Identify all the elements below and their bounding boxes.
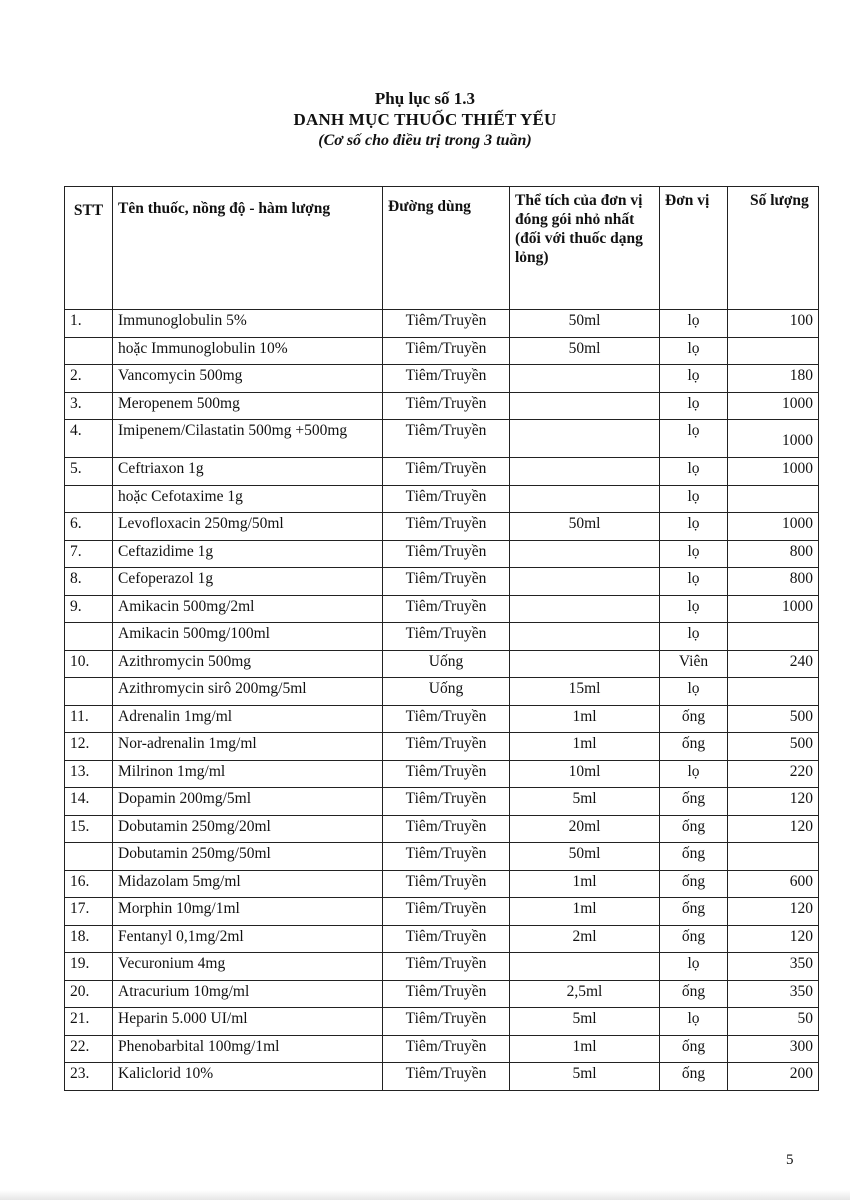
cell-stt: 12. xyxy=(65,733,113,761)
cell-name: Imipenem/Cilastatin 500mg +500mg xyxy=(113,420,383,458)
document-title: DANH MỤC THUỐC THIẾT YẾU xyxy=(293,110,557,129)
cell-quantity: 120 xyxy=(728,925,819,953)
cell-volume: 1ml xyxy=(510,1035,660,1063)
cell-quantity xyxy=(728,678,819,706)
cell-stt: 8. xyxy=(65,568,113,596)
cell-unit: ống xyxy=(660,898,728,926)
cell-route: Tiêm/Truyền xyxy=(383,843,510,871)
table-row xyxy=(65,365,819,393)
cell-unit: lọ xyxy=(660,310,728,338)
cell-name: Amikacin 500mg/100ml xyxy=(113,623,383,651)
cell-name: Heparin 5.000 UI/ml xyxy=(113,1008,383,1036)
table-row xyxy=(65,898,819,926)
table-row xyxy=(65,392,819,420)
cell-quantity: 50 xyxy=(728,1008,819,1036)
cell-quantity: 100 xyxy=(728,310,819,338)
cell-route: Tiêm/Truyền xyxy=(383,815,510,843)
cell-volume xyxy=(510,485,660,513)
cell-volume xyxy=(510,953,660,981)
table-row xyxy=(65,310,819,338)
cell-volume: 5ml xyxy=(510,788,660,816)
cell-quantity: 300 xyxy=(728,1035,819,1063)
cell-quantity: 1000 xyxy=(728,420,819,458)
cell-quantity: 1000 xyxy=(728,458,819,486)
cell-route: Tiêm/Truyền xyxy=(383,310,510,338)
cell-unit: ống xyxy=(660,733,728,761)
cell-route: Uống xyxy=(383,678,510,706)
column-header-unit: Đơn vị xyxy=(660,187,728,310)
cell-name: Midazolam 5mg/ml xyxy=(113,870,383,898)
cell-stt xyxy=(65,843,113,871)
medicine-table xyxy=(64,186,819,1091)
cell-name: Atracurium 10mg/ml xyxy=(113,980,383,1008)
cell-route: Tiêm/Truyền xyxy=(383,953,510,981)
cell-quantity: 120 xyxy=(728,898,819,926)
table-row xyxy=(65,678,819,706)
cell-route: Tiêm/Truyền xyxy=(383,365,510,393)
cell-volume xyxy=(510,650,660,678)
cell-route: Tiêm/Truyền xyxy=(383,1008,510,1036)
cell-quantity: 500 xyxy=(728,705,819,733)
cell-unit: lọ xyxy=(660,337,728,365)
cell-volume: 1ml xyxy=(510,733,660,761)
cell-route: Tiêm/Truyền xyxy=(383,705,510,733)
cell-route: Tiêm/Truyền xyxy=(383,980,510,1008)
table-row xyxy=(65,788,819,816)
cell-quantity: 600 xyxy=(728,870,819,898)
cell-quantity xyxy=(728,485,819,513)
cell-name: Meropenem 500mg xyxy=(113,392,383,420)
cell-volume: 20ml xyxy=(510,815,660,843)
cell-stt xyxy=(65,337,113,365)
table-row xyxy=(65,568,819,596)
cell-route: Tiêm/Truyền xyxy=(383,595,510,623)
cell-stt: 9. xyxy=(65,595,113,623)
table-row xyxy=(65,1035,819,1063)
cell-volume xyxy=(510,365,660,393)
cell-unit: lọ xyxy=(660,568,728,596)
cell-stt: 14. xyxy=(65,788,113,816)
cell-unit: lọ xyxy=(660,485,728,513)
cell-volume: 10ml xyxy=(510,760,660,788)
cell-stt: 16. xyxy=(65,870,113,898)
cell-quantity: 240 xyxy=(728,650,819,678)
cell-stt: 19. xyxy=(65,953,113,981)
cell-name: Phenobarbital 100mg/1ml xyxy=(113,1035,383,1063)
cell-name: Cefoperazol 1g xyxy=(113,568,383,596)
cell-route: Tiêm/Truyền xyxy=(383,485,510,513)
cell-route: Tiêm/Truyền xyxy=(383,420,510,458)
table-row xyxy=(65,705,819,733)
cell-unit: lọ xyxy=(660,1008,728,1036)
cell-unit: lọ xyxy=(660,513,728,541)
table-row xyxy=(65,458,819,486)
cell-volume xyxy=(510,540,660,568)
cell-quantity: 120 xyxy=(728,815,819,843)
table-body xyxy=(65,310,819,1091)
cell-quantity: 800 xyxy=(728,540,819,568)
cell-name: Vecuronium 4mg xyxy=(113,953,383,981)
column-header-route: Đường dùng xyxy=(383,187,510,310)
cell-unit: lọ xyxy=(660,365,728,393)
cell-volume: 15ml xyxy=(510,678,660,706)
cell-unit: ống xyxy=(660,705,728,733)
cell-volume: 1ml xyxy=(510,705,660,733)
cell-route: Tiêm/Truyền xyxy=(383,925,510,953)
cell-route: Tiêm/Truyền xyxy=(383,760,510,788)
cell-unit: lọ xyxy=(660,953,728,981)
cell-quantity: 220 xyxy=(728,760,819,788)
cell-name: hoặc Immunoglobulin 10% xyxy=(113,337,383,365)
cell-quantity xyxy=(728,337,819,365)
cell-volume: 5ml xyxy=(510,1063,660,1091)
cell-quantity: 350 xyxy=(728,953,819,981)
cell-unit: ống xyxy=(660,870,728,898)
cell-volume: 50ml xyxy=(510,310,660,338)
cell-quantity: 180 xyxy=(728,365,819,393)
cell-name: Kaliclorid 10% xyxy=(113,1063,383,1091)
cell-stt: 11. xyxy=(65,705,113,733)
cell-unit: lọ xyxy=(660,623,728,651)
table-row xyxy=(65,1008,819,1036)
cell-unit: lọ xyxy=(660,392,728,420)
cell-unit: lọ xyxy=(660,595,728,623)
cell-name: Amikacin 500mg/2ml xyxy=(113,595,383,623)
table-row xyxy=(65,513,819,541)
cell-route: Tiêm/Truyền xyxy=(383,788,510,816)
cell-quantity: 500 xyxy=(728,733,819,761)
cell-volume: 50ml xyxy=(510,843,660,871)
cell-route: Tiêm/Truyền xyxy=(383,1063,510,1091)
cell-volume: 1ml xyxy=(510,898,660,926)
cell-route: Tiêm/Truyền xyxy=(383,458,510,486)
cell-stt: 4. xyxy=(65,420,113,458)
column-header-name: Tên thuốc, nồng độ - hàm lượng xyxy=(113,187,383,310)
cell-unit: ống xyxy=(660,925,728,953)
cell-unit: lọ xyxy=(660,760,728,788)
cell-stt: 5. xyxy=(65,458,113,486)
cell-volume: 2ml xyxy=(510,925,660,953)
document-header xyxy=(0,88,850,151)
cell-quantity xyxy=(728,623,819,651)
cell-unit: ống xyxy=(660,1063,728,1091)
cell-quantity: 1000 xyxy=(728,392,819,420)
cell-name: Vancomycin 500mg xyxy=(113,365,383,393)
cell-stt: 1. xyxy=(65,310,113,338)
cell-name: Dobutamin 250mg/50ml xyxy=(113,843,383,871)
cell-unit: lọ xyxy=(660,420,728,458)
column-header-quantity: Số lượng xyxy=(728,187,819,310)
cell-name: Fentanyl 0,1mg/2ml xyxy=(113,925,383,953)
cell-route: Tiêm/Truyền xyxy=(383,513,510,541)
cell-name: Dopamin 200mg/5ml xyxy=(113,788,383,816)
table-row xyxy=(65,623,819,651)
cell-stt: 15. xyxy=(65,815,113,843)
cell-unit: Viên xyxy=(660,650,728,678)
table-row xyxy=(65,540,819,568)
cell-volume: 5ml xyxy=(510,1008,660,1036)
cell-stt: 13. xyxy=(65,760,113,788)
cell-stt xyxy=(65,623,113,651)
cell-unit: lọ xyxy=(660,458,728,486)
cell-route: Uống xyxy=(383,650,510,678)
cell-name: Ceftriaxon 1g xyxy=(113,458,383,486)
table-row xyxy=(65,733,819,761)
cell-stt: 20. xyxy=(65,980,113,1008)
cell-unit: ống xyxy=(660,843,728,871)
cell-quantity: 800 xyxy=(728,568,819,596)
page-edge xyxy=(0,1190,850,1200)
cell-name: Milrinon 1mg/ml xyxy=(113,760,383,788)
cell-quantity xyxy=(728,843,819,871)
cell-volume: 1ml xyxy=(510,870,660,898)
cell-stt xyxy=(65,678,113,706)
cell-name: Azithromycin 500mg xyxy=(113,650,383,678)
cell-stt: 10. xyxy=(65,650,113,678)
cell-route: Tiêm/Truyền xyxy=(383,392,510,420)
cell-volume xyxy=(510,623,660,651)
cell-unit: lọ xyxy=(660,678,728,706)
cell-route: Tiêm/Truyền xyxy=(383,898,510,926)
cell-name: Morphin 10mg/1ml xyxy=(113,898,383,926)
cell-stt: 21. xyxy=(65,1008,113,1036)
table-header-row xyxy=(65,187,819,310)
cell-route: Tiêm/Truyền xyxy=(383,568,510,596)
cell-volume xyxy=(510,392,660,420)
cell-route: Tiêm/Truyền xyxy=(383,337,510,365)
cell-route: Tiêm/Truyền xyxy=(383,1035,510,1063)
column-header-stt: STT xyxy=(65,187,113,310)
cell-quantity: 350 xyxy=(728,980,819,1008)
cell-unit: ống xyxy=(660,788,728,816)
cell-stt: 7. xyxy=(65,540,113,568)
table-row xyxy=(65,843,819,871)
appendix-label: Phụ lục số 1.3 xyxy=(374,89,476,108)
cell-name: hoặc Cefotaxime 1g xyxy=(113,485,383,513)
table-row xyxy=(65,870,819,898)
cell-name: Ceftazidime 1g xyxy=(113,540,383,568)
table-row xyxy=(65,595,819,623)
table-row xyxy=(65,420,819,458)
cell-quantity: 120 xyxy=(728,788,819,816)
page-number: 5 xyxy=(786,1152,794,1168)
cell-route: Tiêm/Truyền xyxy=(383,733,510,761)
table-row xyxy=(65,337,819,365)
table-row xyxy=(65,650,819,678)
cell-stt: 2. xyxy=(65,365,113,393)
cell-stt: 23. xyxy=(65,1063,113,1091)
cell-stt xyxy=(65,485,113,513)
table-row xyxy=(65,953,819,981)
cell-stt: 3. xyxy=(65,392,113,420)
cell-volume: 2,5ml xyxy=(510,980,660,1008)
cell-quantity: 200 xyxy=(728,1063,819,1091)
cell-stt: 6. xyxy=(65,513,113,541)
cell-volume xyxy=(510,595,660,623)
table-row xyxy=(65,1063,819,1091)
table-row xyxy=(65,925,819,953)
cell-name: Dobutamin 250mg/20ml xyxy=(113,815,383,843)
document-subtitle: (Cơ số cho điều trị trong 3 tuần) xyxy=(318,132,532,149)
cell-name: Nor-adrenalin 1mg/ml xyxy=(113,733,383,761)
cell-name: Levofloxacin 250mg/50ml xyxy=(113,513,383,541)
cell-volume xyxy=(510,568,660,596)
cell-name: Azithromycin sirô 200mg/5ml xyxy=(113,678,383,706)
cell-unit: lọ xyxy=(660,540,728,568)
column-header-volume: Thể tích của đơn vị đóng gói nhỏ nhất (đối với thuốc dạng lỏng) xyxy=(510,187,660,310)
cell-volume: 50ml xyxy=(510,513,660,541)
table-row xyxy=(65,760,819,788)
cell-route: Tiêm/Truyền xyxy=(383,623,510,651)
cell-volume xyxy=(510,420,660,458)
cell-quantity: 1000 xyxy=(728,513,819,541)
cell-stt: 17. xyxy=(65,898,113,926)
cell-volume xyxy=(510,458,660,486)
cell-quantity: 1000 xyxy=(728,595,819,623)
cell-unit: ống xyxy=(660,1035,728,1063)
cell-route: Tiêm/Truyền xyxy=(383,540,510,568)
cell-stt: 18. xyxy=(65,925,113,953)
cell-route: Tiêm/Truyền xyxy=(383,870,510,898)
table-row xyxy=(65,815,819,843)
table-row xyxy=(65,980,819,1008)
cell-volume: 50ml xyxy=(510,337,660,365)
cell-unit: ống xyxy=(660,815,728,843)
cell-stt: 22. xyxy=(65,1035,113,1063)
cell-name: Adrenalin 1mg/ml xyxy=(113,705,383,733)
table-row xyxy=(65,485,819,513)
cell-name: Immunoglobulin 5% xyxy=(113,310,383,338)
cell-unit: ống xyxy=(660,980,728,1008)
